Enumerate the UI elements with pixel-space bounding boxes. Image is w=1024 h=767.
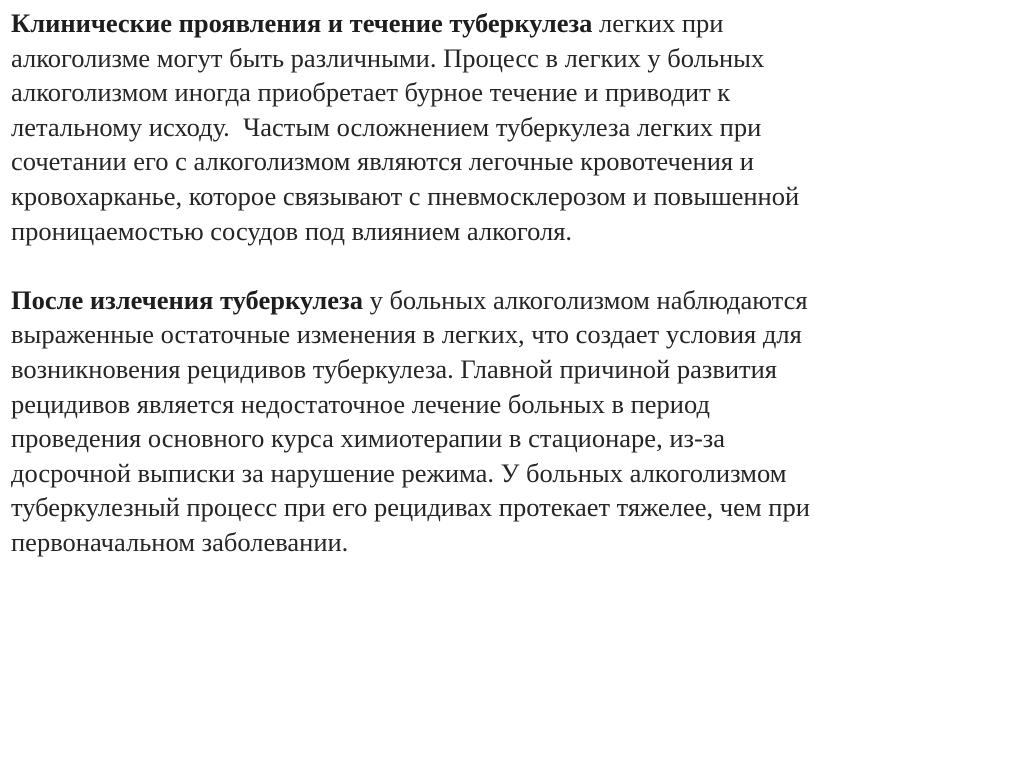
text-line: выраженные остаточные изменения в легких, что создает условия для [11,319,802,350]
text-line: алкоголизмом иногда приобретает бурное течение и приводит к [11,77,731,108]
text-line: рецидивов является недостаточное лечение больных в период [11,388,710,419]
slide-text [11,6,891,560]
paragraph-lead: После излечения туберкулеза [11,284,363,315]
paragraph-after-cure [11,283,891,560]
text-line: первоначальном заболевании. [11,526,349,557]
text-line: у больных алкоголизмом наблюдаются [362,284,808,315]
paragraph-clinical [11,6,891,248]
text-line: туберкулезный процесс при его рецидивах протекает тяжелее, чем при [11,492,810,523]
text-line: алкоголизме могут быть различными. Процесс в легких у больных [11,42,765,73]
text-line: летальному исходу. Частым осложнением туберкулеза легких при [11,111,762,142]
text-line: легких при [592,8,724,38]
text-line: кровохарканье, которое связывают с пневмосклерозом и повышенной [11,180,800,211]
text-line: возникновения рецидивов туберкулеза. Главной причиной развития [11,353,777,384]
text-line: проницаемостью сосудов под влиянием алкоголя. [11,215,573,246]
text-line: досрочной выписки за нарушение режима. У больных алкоголизмом [11,457,787,488]
text-line: проведения основного курса химиотерапии в стационаре, из-за [11,423,726,454]
text-line: сочетании его с алкоголизмом являются легочные кровотечения и [11,146,754,177]
paragraph-lead: Клинические проявления и течение туберкулеза [11,8,593,38]
